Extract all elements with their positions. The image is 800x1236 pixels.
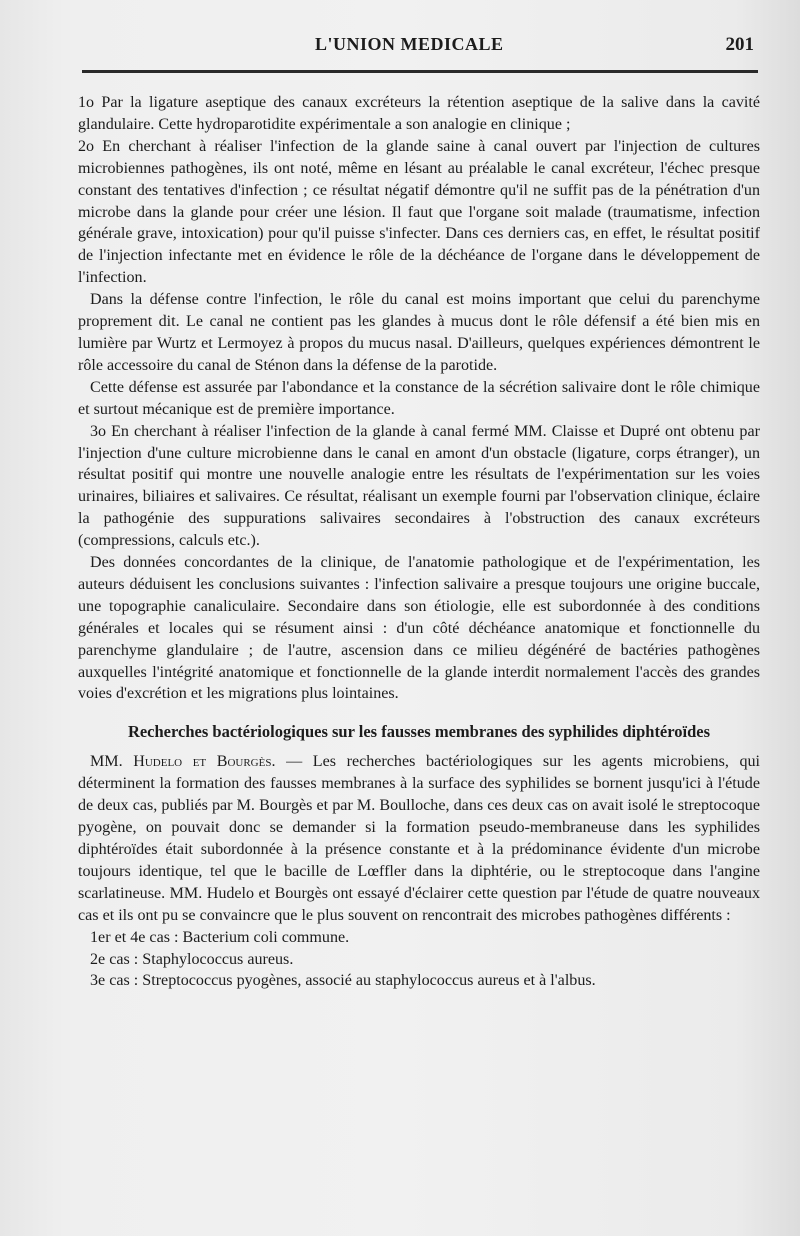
- paragraph: Dans la défense contre l'infection, le rôle du canal est moins important que celui du parenchyme proprement dit. Le canal ne contient pas les glandes à mucus dont le rôle défensif a été bien mis en lumière par Wurtz et Lermoyez à propos du mucus nasal. D'ailleurs, quelques expériences démontrent le rôle accessoire du canal de Sténon dans la défense de la parotide.: [78, 291, 760, 374]
- authors: MM. Hudelo et Bourgès.: [90, 753, 276, 771]
- page-number: 201: [725, 34, 754, 55]
- case-item: 1er et 4e cas : Bacterium coli commune.: [90, 928, 350, 946]
- case-list: [78, 927, 760, 993]
- paragraph: Des données concordantes de la clinique, de l'anatomie pathologique et de l'expérimentation, les auteurs déduisent les conclusions suivantes : l'infection salivaire a presque toujours une origine buccale, une topographie canaliculaire. Secondaire dans son étiologie, elle est subordonnée à des conditions générales et locales qui se résument ainsi : d'un côté déchéance anatomique et fonctionnelle du parenchyme glandulaire ; de l'autre, ascension dans ce milieu dégénéré de bactéries pathogènes auxquelles l'intégrité anatomique et fonctionnelle de la glande interdit normalement l'accès des grandes voies d'excrétion et les migrations plus lointaines.: [78, 554, 760, 703]
- paragraph: 2o En cherchant à réaliser l'infection de la glande saine à canal ouvert par l'injection de cultures microbiennes pathogènes, ils ont noté, même en lésant au préalable le canal excréteur, l'échec presque constant des tentatives d'infection ; ce résultat négatif démontre qu'il ne suffit pas de la pénétration d'un microbe dans la glande pour créer une lésion. Il faut que l'organe soit malade (traumatisme, infection générale grave, intoxication) pour qu'il puisse s'infecter. Dans ces derniers cas, en effet, le résultat positif de l'injection infectante met en évidence le rôle de la déchéance de l'organe dans le développement de l'infection.: [78, 137, 760, 287]
- section-paragraph: [78, 751, 760, 926]
- section-heading: Recherches bactériologiques sur les fausses membranes des syphilides diphtéroïdes: [127, 722, 711, 742]
- paragraph: 1o Par la ligature aseptique des canaux excréteurs la rétention aseptique de la salive dans la cavité glandulaire. Cette hydroparotidite expérimentale a son analogie en clinique ;: [78, 94, 760, 133]
- paragraph: Cette défense est assurée par l'abondance et la constance de la sécrétion salivaire dont le rôle chimique et surtout mécanique est de première importance.: [78, 378, 760, 418]
- body-text: [78, 92, 760, 992]
- running-title: L'UNION MEDICALE: [315, 34, 504, 54]
- paragraph: 3o En cherchant à réaliser l'infection de la glande à canal fermé MM. Claisse et Dupré ont obtenu par l'injection d'une culture microbienne dans le canal en amont d'un obstacle (ligature, corps étranger), un résultat positif qui montre une nouvelle analogie entre les résultats de l'expérimentation sur les voies urinaires, biliaires et salivaires. Ce résultat, réalisant un exemple fourni par l'observation clinique, éclaire la pathogénie des suppurations salivaires secondaires à l'obstruction des canaux excréteurs (compressions, calculs etc.).: [78, 422, 760, 550]
- section-paragraph-text: — Les recherches bactériologiques sur les agents microbiens, qui déterminent la formation des fausses membranes à la surface des syphilides se bornent jusqu'ici à l'étude de deux cas, publiés par M. Bourgès et par M. Boulloche, dans ces deux cas on avait isolé le streptocoque pyogène, on pouvait donc se demander si la formation pseudo-membraneuse dans les syphilides diphtéroïdes était subordonnée à la présence constante et à la prédominance évidente d'un microbe toujours identique, tel que le bacille de Lœffler dans la diphtérie, ou le streptocoque dans l'angine scarlatineuse. MM. Hudelo et Bourgès ont essayé d'éclairer cette question par l'étude de quatre nouveaux cas et ils ont pu se convaincre que le plus souvent on rencontrait des microbes pathogènes différents :: [78, 753, 761, 924]
- page-header: [70, 30, 760, 62]
- header-rule: [82, 70, 758, 73]
- case-item: 3e cas : Streptococcus pyogènes, associé au staphylococcus aureus et à l'albus.: [90, 972, 596, 990]
- case-item: 2e cas : Staphylococcus aureus.: [90, 950, 294, 968]
